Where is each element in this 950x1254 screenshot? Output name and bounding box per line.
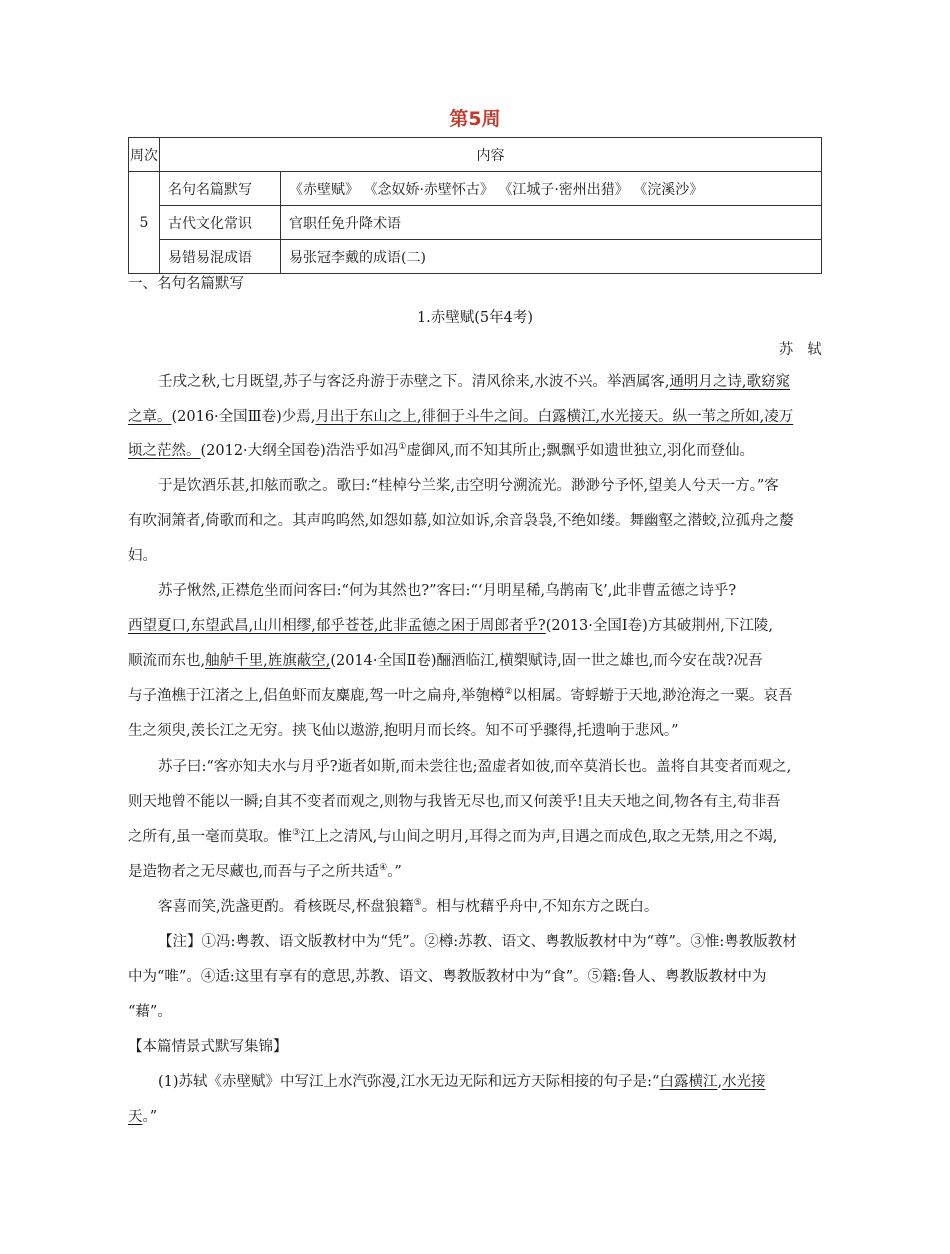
header-content: 内容 xyxy=(160,138,822,172)
question-line: 天。” xyxy=(128,1109,158,1125)
table-header-row xyxy=(129,138,822,172)
text-line: 苏子愀然,正襟危坐而问客曰:“何为其然也?”客曰:“‘月明星稀,乌鹊南飞’,此非曹孟德之诗乎? xyxy=(158,583,737,599)
answer-underline: 白露横江 xyxy=(659,1074,718,1090)
row-category: 古代文化常识 xyxy=(160,206,281,240)
answer-underline: 舳舻千里,旌旗蔽空, xyxy=(205,653,331,669)
text-line: 有吹洞箫者,倚歌而和之。其声呜呜然,如怨如慕,如泣如诉,余音袅袅,不绝如缕。舞幽壑之潜蛟,泣孤舟之嫠 xyxy=(128,513,794,529)
answer-underline: 西望夏口,东望武昌,山川相缪,郁乎苍苍,此非孟德之困于周郎者乎? xyxy=(128,618,546,634)
row-content: 《赤壁赋》 《念奴娇·赤壁怀古》 《江城子·密州出猎》 《浣溪沙》 xyxy=(281,172,822,206)
table-row xyxy=(129,240,822,274)
answer-underline: 通明月之诗,歌窈窕 xyxy=(669,374,791,390)
answer-underline: 天 xyxy=(128,1109,143,1125)
note-line: “藉”。 xyxy=(128,1004,172,1020)
week-number: 5 xyxy=(129,172,160,274)
poem-title: 1.赤壁赋(5年4考) xyxy=(416,310,534,326)
text-line: 客喜而笑,洗盏更酌。肴核既尽,杯盘狼籍⑤。相与枕藉乎舟中,不知东方之既白。 xyxy=(158,898,659,915)
page-title: 第5周 xyxy=(449,108,501,130)
text-line: 与子渔樵于江渚之上,侣鱼虾而友麋鹿,驾一叶之扁舟,举匏樽②以相属。寄蜉蝣于天地,渺沧海之一粟。哀吾 xyxy=(128,687,793,704)
text-line: 之所有,虽一毫而莫取。惟③江上之清风,与山间之明月,耳得之而为声,目遇之而成色,取之无禁,用之不竭, xyxy=(128,828,778,845)
answer-underline: 水光接 xyxy=(722,1074,766,1090)
answer-underline: 顷之茫然。 xyxy=(128,443,201,459)
text-line: 则天地曾不能以一瞬;自其不变者而观之,则物与我皆无尽也,而又何羡乎!且夫天地之间,物各有主,苟非吾 xyxy=(128,794,781,810)
row-category: 易错易混成语 xyxy=(160,240,281,274)
row-content: 官职任免升降术语 xyxy=(281,206,822,240)
text-line: 顷之茫然。(2012·大纲全国卷)浩浩乎如冯①虚御风,而不知其所止;飘飘乎如遗世独立,羽化而登仙。 xyxy=(128,442,755,459)
text-line: 壬戌之秋,七月既望,苏子与客泛舟游于赤壁之下。清风徐来,水波不兴。举酒属客,通明月之诗,歌窈窕 xyxy=(158,374,791,390)
question-line: (1)苏轼《赤壁赋》中写江上水汽弥漫,江水无边无际和远方天际相接的句子是:“白露横江,水光接 xyxy=(158,1074,766,1090)
text-line: 苏子曰:“客亦知夫水与月乎?逝者如斯,而未尝往也;盈虚者如彼,而卒莫消长也。盖将自其变者而观之, xyxy=(158,759,792,775)
week-content-table xyxy=(128,137,822,274)
row-category: 名句名篇默写 xyxy=(160,172,281,206)
collection-heading: 【本篇情景式默写集锦】 xyxy=(128,1039,288,1055)
text-line: 顺流而东也,舳舻千里,旌旗蔽空,(2014·全国Ⅱ卷)酾酒临江,横槊赋诗,固一世之雄也,而今安在哉?况吾 xyxy=(128,653,763,669)
header-week: 周次 xyxy=(129,138,160,172)
text-line: 西望夏口,东望武昌,山川相缪,郁乎苍苍,此非孟德之困于周郎者乎?(2013·全国Ⅰ卷)方其破荆州,下江陵, xyxy=(128,618,773,634)
text-line: 于是饮酒乐甚,扣舷而歌之。歌曰:“桂棹兮兰桨,击空明兮溯流光。渺渺兮予怀,望美人兮天一方。”客 xyxy=(158,478,779,494)
answer-underline: 之章。 xyxy=(128,409,172,425)
text-line: 生之须臾,羡长江之无穷。挟飞仙以遨游,抱明月而长终。知不可乎骤得,托遗响于悲风。” xyxy=(128,723,679,739)
table-row xyxy=(129,206,822,240)
answer-underline: 月出于东山之上,徘徊于斗牛之间。白露横江,水光接天。纵一苇之所如,凌万 xyxy=(315,409,794,425)
text-line: 是造物者之无尽藏也,而吾与子之所共适④。” xyxy=(128,863,402,880)
text-line: 之章。(2016·全国Ⅲ卷)少焉,月出于东山之上,徘徊于斗牛之间。白露横江,水光接天。纵一苇之所如,凌万 xyxy=(128,409,794,425)
text-line: 妇。 xyxy=(128,548,157,564)
poem-author: 苏 轼 xyxy=(778,342,822,358)
note-line: 中为“唯”。④适:这里有享有的意思,苏教、语文、粤教版教材中为“食”。⑤籍:鲁人、粤教版教材中为 xyxy=(128,969,767,985)
row-content: 易张冠李戴的成语(二) xyxy=(281,240,822,274)
note-line: 【注】①冯:粤教、语文版教材中为“凭”。②樽:苏教、语文、粤教版教材中为“尊”。③惟:粤教版教材 xyxy=(158,934,797,950)
section-heading: 一、名句名篇默写 xyxy=(128,276,244,292)
table-row xyxy=(129,172,822,206)
